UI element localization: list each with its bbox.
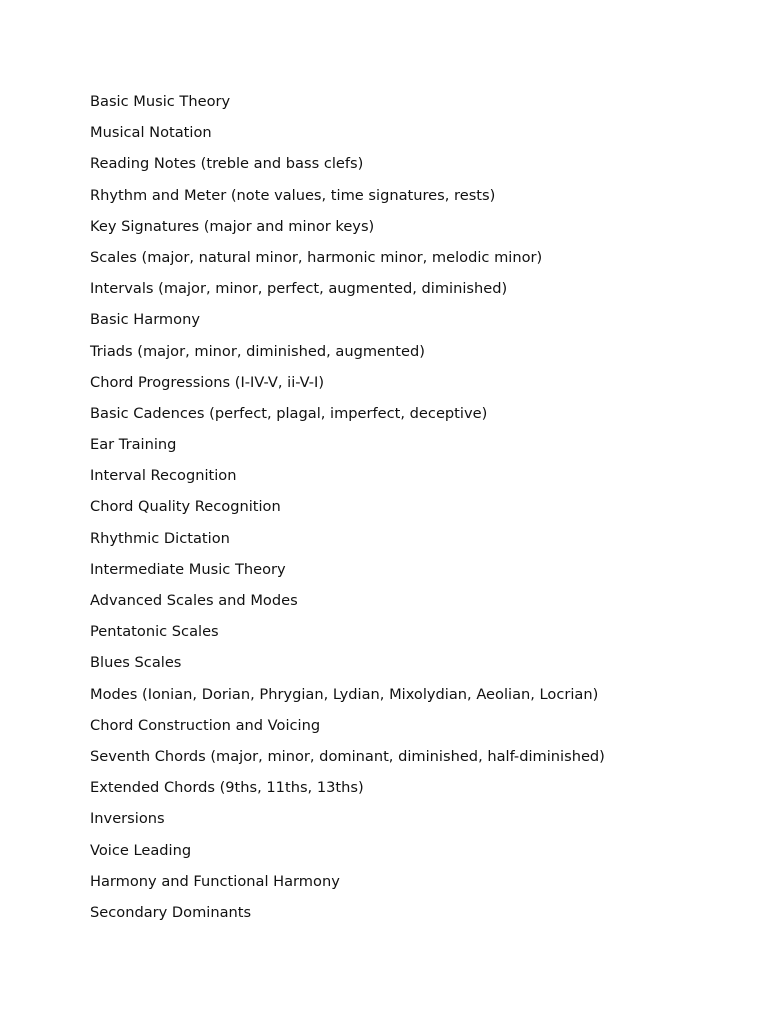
outline-line: Pentatonic Scales xyxy=(90,623,219,641)
outline-line: Basic Harmony xyxy=(90,311,200,329)
outline-line: Voice Leading xyxy=(90,841,192,859)
outline-line: Inversions xyxy=(90,810,165,828)
outline-line: Chord Quality Recognition xyxy=(90,498,281,516)
outline-line: Basic Music Theory xyxy=(90,93,231,110)
outline-line: Blues Scales xyxy=(90,654,182,672)
outline-line: Rhythm and Meter (note values, time signatures, rests) xyxy=(90,186,496,204)
outline-line: Intervals (major, minor, perfect, augmented, diminished) xyxy=(90,280,508,298)
outline-line: Harmony and Functional Harmony xyxy=(90,872,340,890)
outline-list xyxy=(90,91,605,933)
outline-line: Rhythmic Dictation xyxy=(90,529,230,547)
outline-line: Seventh Chords (major, minor, dominant, diminished, half-diminished) xyxy=(90,747,605,765)
outline-line: Interval Recognition xyxy=(90,467,237,485)
outline-line: Ear Training xyxy=(90,436,177,454)
outline-line: Extended Chords (9ths, 11ths, 13ths) xyxy=(90,779,364,797)
outline-line: Key Signatures (major and minor keys) xyxy=(90,217,375,235)
outline-line: Reading Notes (treble and bass clefs) xyxy=(90,155,364,173)
outline-line: Modes (Ionian, Dorian, Phrygian, Lydian, Mixolydian, Aeolian, Locrian) xyxy=(90,685,599,703)
outline-line: Scales (major, natural minor, harmonic minor, melodic minor) xyxy=(90,248,543,266)
outline-line: Musical Notation xyxy=(90,124,212,142)
outline-line: Chord Progressions (I-IV-V, ii-V-I) xyxy=(90,373,325,391)
outline-line: Basic Cadences (perfect, plagal, imperfect, deceptive) xyxy=(90,404,488,422)
outline-line: Secondary Dominants xyxy=(90,903,252,921)
outline-line: Advanced Scales and Modes xyxy=(90,592,298,609)
outline-line: Triads (major, minor, diminished, augmented) xyxy=(90,342,425,360)
outline-line: Intermediate Music Theory xyxy=(90,560,286,578)
outline-line: Chord Construction and Voicing xyxy=(90,716,321,734)
